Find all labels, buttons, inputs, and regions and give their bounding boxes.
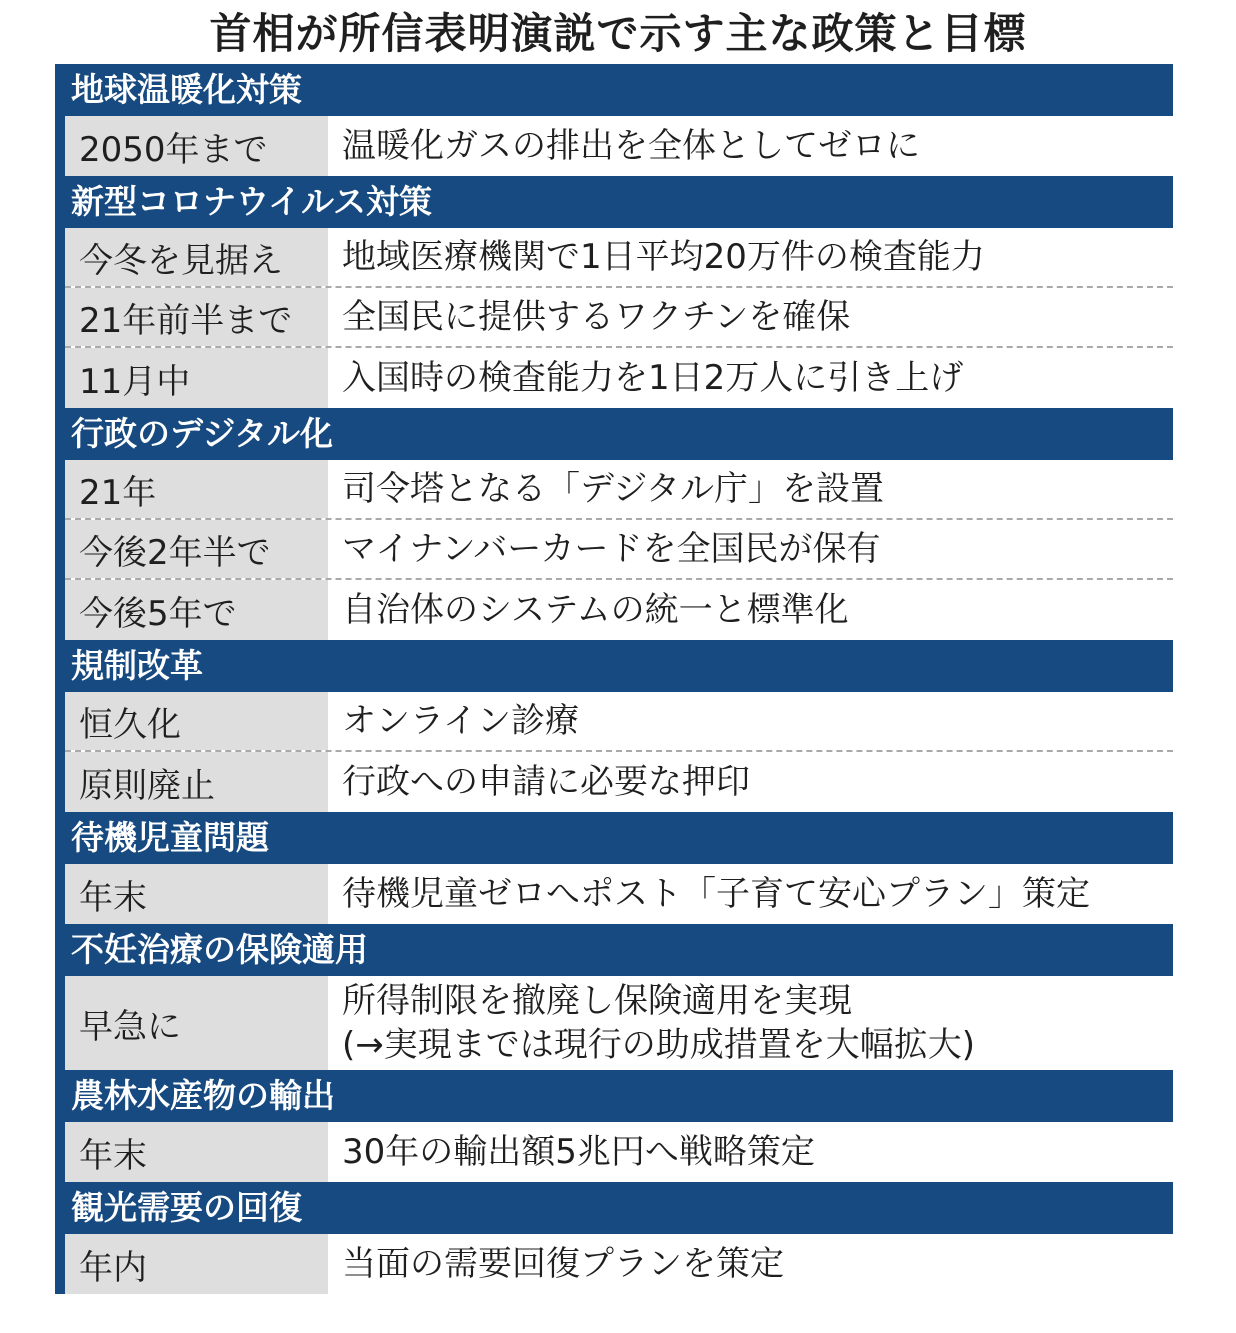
timeline-cell: 21年 <box>65 460 328 518</box>
timeline-cell: 早急に <box>65 976 328 1070</box>
timeline-cell: 恒久化 <box>65 692 328 750</box>
timeline-cell: 原則廃止 <box>65 752 328 812</box>
section-header: 待機児童問題 <box>65 812 1173 864</box>
section-header: 観光需要の回復 <box>65 1182 1173 1234</box>
policy-text: 全国民に提供するワクチンを確保 <box>342 297 851 337</box>
table-row <box>65 228 1173 288</box>
section-header: 規制改革 <box>65 640 1173 692</box>
section-header: 行政のデジタル化 <box>65 408 1173 460</box>
policy-text: マイナンバーカードを全国民が保有 <box>342 529 881 569</box>
page-title: 首相が所信表明演説で示す主な政策と目標 <box>209 9 1027 58</box>
section-header: 不妊治療の保険適用 <box>65 924 1173 976</box>
policy-cell <box>328 580 1173 640</box>
policy-cell <box>328 692 1173 750</box>
policy-text: 入国時の検査能力を1日2万人に引き上げ <box>342 358 964 398</box>
policy-text: 自治体のシステムの統一と標準化 <box>342 590 849 630</box>
timeline-cell: 2050年まで <box>65 116 328 176</box>
policy-cell <box>328 864 1173 924</box>
policy-cell <box>328 1122 1173 1182</box>
policy-text: 待機児童ゼロへポスト「子育て安心プラン」策定 <box>342 874 1090 914</box>
section-header: 農林水産物の輸出 <box>65 1070 1173 1122</box>
policy-table <box>55 64 1173 1294</box>
policy-cell <box>328 520 1173 578</box>
table-row <box>65 1122 1173 1182</box>
policy-section <box>65 924 1173 1070</box>
policy-cell <box>328 288 1173 346</box>
policy-section <box>65 1070 1173 1182</box>
policy-cell <box>328 228 1173 286</box>
timeline-cell: 今後5年で <box>65 580 328 640</box>
table-row <box>65 520 1173 580</box>
policy-section <box>65 640 1173 812</box>
table-row <box>65 580 1173 640</box>
section-header: 地球温暖化対策 <box>65 64 1173 116</box>
table-row <box>65 288 1173 348</box>
policy-cell <box>328 116 1173 176</box>
policy-text: 所得制限を撤廃し保険適用を実現 <box>342 981 852 1021</box>
policy-section <box>65 812 1173 924</box>
policy-text: 行政への申請に必要な押印 <box>342 762 750 802</box>
table-row <box>65 752 1173 812</box>
policy-cell <box>328 752 1173 812</box>
policy-cell <box>328 348 1173 408</box>
policy-text: 地域医療機関で1日平均20万件の検査能力 <box>342 237 985 277</box>
timeline-cell: 年末 <box>65 864 328 924</box>
timeline-cell: 今後2年半で <box>65 520 328 578</box>
policy-text: (→実現までは現行の助成措置を大幅拡大) <box>342 1025 976 1065</box>
policy-text: 30年の輸出額5兆円へ戦略策定 <box>342 1132 815 1172</box>
timeline-cell: 年内 <box>65 1234 328 1294</box>
policy-text: 当面の需要回復プランを策定 <box>342 1244 784 1284</box>
policy-section <box>65 1182 1173 1294</box>
policy-cell <box>328 976 1173 1070</box>
table-row <box>65 460 1173 520</box>
timeline-cell: 年末 <box>65 1122 328 1182</box>
section-header: 新型コロナウイルス対策 <box>65 176 1173 228</box>
table-row <box>65 692 1173 752</box>
policy-cell <box>328 460 1173 518</box>
table-row <box>65 348 1173 408</box>
timeline-cell: 今冬を見据え <box>65 228 328 286</box>
policy-text: オンライン診療 <box>342 701 579 741</box>
timeline-cell: 11月中 <box>65 348 328 408</box>
policy-text: 司令塔となる「デジタル庁」を設置 <box>342 469 884 509</box>
table-row <box>65 976 1173 1070</box>
table-row <box>65 864 1173 924</box>
policy-cell <box>328 1234 1173 1294</box>
policy-section <box>65 64 1173 176</box>
table-row <box>65 1234 1173 1294</box>
policy-text: 温暖化ガスの排出を全体としてゼロに <box>342 126 920 166</box>
policy-section <box>65 176 1173 408</box>
table-row <box>65 116 1173 176</box>
policy-section <box>65 408 1173 640</box>
timeline-cell: 21年前半まで <box>65 288 328 346</box>
